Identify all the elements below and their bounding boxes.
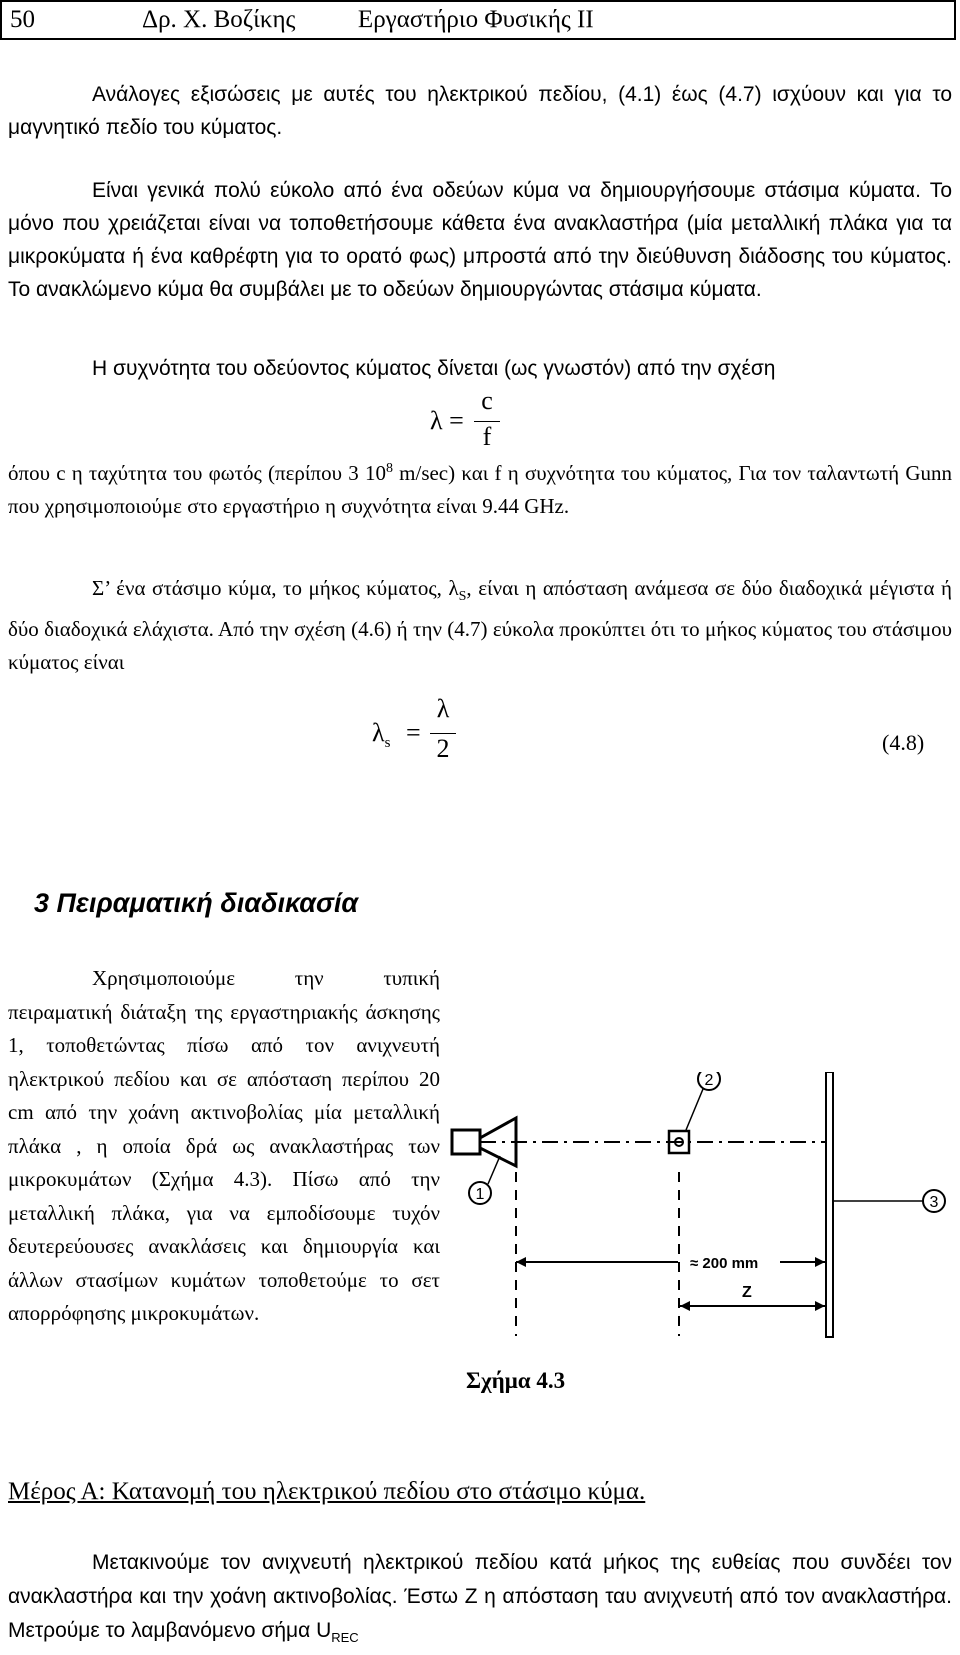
label-2: 2 bbox=[704, 1072, 714, 1089]
last-para-text: Μετακινούμε τον ανιχνευτή ηλεκτρικού πεδίου κατά μήκος της ευθείας που συνδέει τον ανακλαστήρα και την χοάνη ακτινοβολίας. Έστω Z η απόσταση ταυ ανιχνευτή από τον ανακλαστήρα. Μετρούμε το λαμβανόμενο σήμα U bbox=[8, 1551, 952, 1642]
equation-number: (4.8) bbox=[882, 730, 925, 755]
page-header bbox=[0, 0, 956, 40]
header-title: Δρ. Χ. Βοζίκης Εργαστήριο Φυσικής ΙΙ bbox=[142, 6, 594, 33]
label-1: 1 bbox=[475, 1186, 485, 1203]
equation2-equals: = bbox=[406, 718, 421, 747]
equation-numerator: c bbox=[481, 386, 493, 415]
paragraph-standing-wavelength bbox=[8, 572, 952, 679]
z-arrow-right bbox=[815, 1301, 825, 1311]
last-para-sub: REC bbox=[331, 1630, 359, 1646]
para5-sub: S bbox=[458, 589, 467, 605]
distance-arrow-right bbox=[815, 1257, 825, 1267]
paragraph-analogous-equations: Ανάλογες εξισώσεις με αυτές του ηλεκτρικού πεδίου, (4.1) έως (4.7) ισχύουν και για το μαγνητικό πεδίο του κύματος. bbox=[8, 83, 952, 139]
para4-post: m/sec) και f η συχνότητα του κύματος, Για τον ταλαντωτή Gunn που χρησιμοποιούμε στο εργαστήριο η συχνότητα είναι 9.44 GHz. bbox=[8, 461, 953, 518]
section-heading: 3 Πειραματική διαδικασία bbox=[34, 888, 359, 918]
equation-lambda bbox=[430, 388, 510, 458]
experimental-setup-figure bbox=[446, 1072, 951, 1402]
para5-post: , είναι η απόσταση ανάμεσα σε δύο διαδοχικά μέγιστα ή δύο διαδοχικά ελάχιστα. Από την σχέση (4.6) ή την (4.7) εύκολα προκύπτει ότι το μήκος κύματος του στάσιμου κύματος είναι bbox=[8, 576, 952, 675]
source-box bbox=[452, 1130, 480, 1154]
page-number: 50 bbox=[10, 6, 35, 33]
z-label: Z bbox=[742, 1284, 752, 1301]
equation-denominator: f bbox=[482, 422, 492, 451]
equation2-numerator: λ bbox=[436, 694, 450, 723]
label-3: 3 bbox=[929, 1194, 939, 1211]
paragraph-standing-waves: Είναι γενικά πολύ εύκολο από ένα οδεύων κύμα να δημιουργήσουμε στάσιμα κύματα. Το μόνο που χρειάζεται είναι να τοποθετήσουμε κάθετα ένα ανακλαστήρα (μία μεταλλική πλάκα για τα μικροκύματα ή ένα καθρέφτη για το ορατό φως) μπροστά από την διεύθυνση διάδοσης του κύματος. Το ανακλώμενο κύμα θα συμβάλει με το οδεύων δημιουργώντας στάσιμα κύματα. bbox=[8, 179, 952, 301]
distance-arrow-left bbox=[516, 1257, 526, 1267]
figure-caption: Σχήμα 4.3 bbox=[466, 1368, 566, 1393]
paragraph-measurement bbox=[8, 1546, 952, 1655]
equation2-denominator: 2 bbox=[436, 734, 450, 763]
setup-text: Χρησιμοποιούμε την τυπική πειραματική διάταξη της εργαστηριακής άσκησης 1, τοποθετώντας πίσω από τον ανιχνευτή ηλεκτρικού πεδίου και σε απόσταση περίπου 20 cm από την χοάνη ακτινοβολίας μία μεταλλική πλάκα , η οποία δρά ως ανακλαστήρας των μικροκυμάτων (Σχήμα 4.3). Πίσω από την μεταλλική πλάκα, για να εμποδίσουμε τυχόν δευτερεύουσες ανακλάσεις και δημιουργία και άλλων στασίμων κυμάτων τοποθετούμε το σετ απορρόφησης μικροκυμάτων. bbox=[8, 966, 440, 1325]
para4-sup: 8 bbox=[385, 461, 393, 476]
z-arrow-left bbox=[680, 1301, 690, 1311]
equation2-lhs bbox=[372, 718, 390, 752]
paragraph-speed-of-light bbox=[8, 452, 952, 523]
label-2-leader bbox=[686, 1089, 703, 1130]
distance-label: ≈ 200 mm bbox=[690, 1255, 759, 1272]
equation-lhs: λ = bbox=[430, 406, 464, 435]
paragraph-frequency: Η συχνότητα του οδεύοντος κύματος δίνεται (ως γνωστόν) από την σχέση bbox=[92, 357, 776, 380]
equation2-lhs-sub: s bbox=[384, 735, 391, 752]
reflector-plate bbox=[826, 1072, 833, 1337]
para5-pre: Σ’ ένα στάσιμο κύμα, το μήκος κύματος, λ bbox=[92, 576, 459, 600]
para4-pre: όπου c η ταχύτητα του φωτός (περίπου 3 10 bbox=[8, 461, 386, 485]
equation-lambda-s bbox=[372, 694, 472, 774]
equation2-lhs-base: λ bbox=[372, 718, 385, 747]
part-a-heading: Μέρος Α: Κατανομή του ηλεκτρικού πεδίου στο στάσιμο κύμα. bbox=[8, 1478, 646, 1505]
paragraph-setup bbox=[8, 962, 440, 1331]
label-1-leader bbox=[488, 1156, 500, 1184]
